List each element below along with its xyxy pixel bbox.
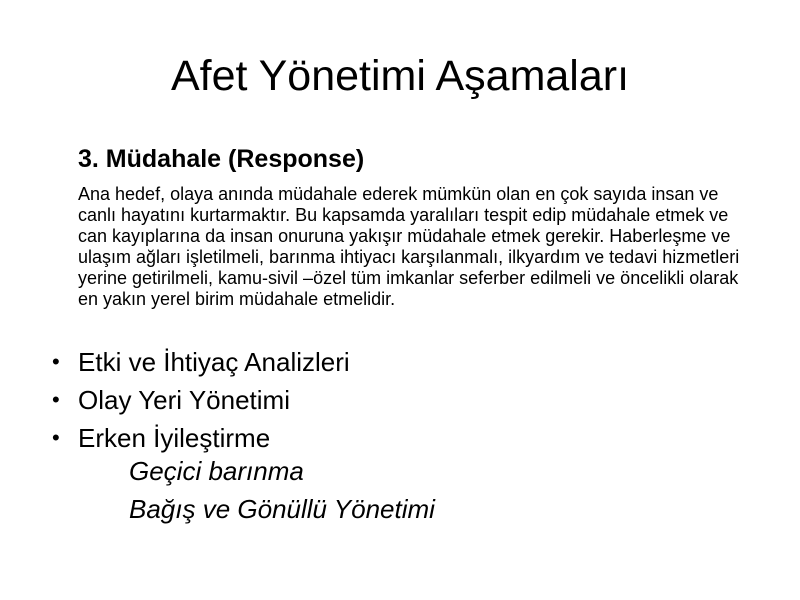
sub-item: Geçici barınma — [129, 456, 304, 486]
bullet-item — [50, 381, 350, 419]
bullet-item — [50, 343, 350, 381]
bullet-label: Olay Yeri Yönetimi — [78, 385, 290, 415]
sub-item: Bağış ve Gönüllü Yönetimi — [129, 494, 435, 524]
section-heading: 3. Müdahale (Response) — [78, 145, 365, 173]
bullet-icon: • — [52, 425, 60, 450]
sub-item-list — [129, 452, 435, 528]
bullet-icon: • — [52, 387, 60, 412]
bullet-label: Erken İyileştirme — [78, 423, 271, 453]
bullet-icon: • — [52, 349, 60, 374]
slide-title: Afet Yönetimi Aşamaları — [170, 52, 630, 100]
bullet-label: Etki ve İhtiyaç Analizleri — [78, 347, 350, 377]
bullet-list — [50, 343, 350, 457]
body-paragraph: Ana hedef, olaya anında müdahale ederek mümkün olan en çok sayıda insan ve canlı hayatını kurtarmaktır. Bu kapsamda yaralıları tespit edip müdahale etmek ve can kayıplarına da insan onuruna yakışır müdahale etmek gerekir. Haberleşme ve ulaşım ağları işletilmeli, barınma ihtiyacı karşılanmalı, ilkyardım ve tedavi hizmetleri yerine getirilmeli, kamu-sivil –özel tüm imkanlar seferber edilmeli ve öncelikli olarak en yakın yerel birim müdahale etmelidir. — [78, 184, 740, 309]
